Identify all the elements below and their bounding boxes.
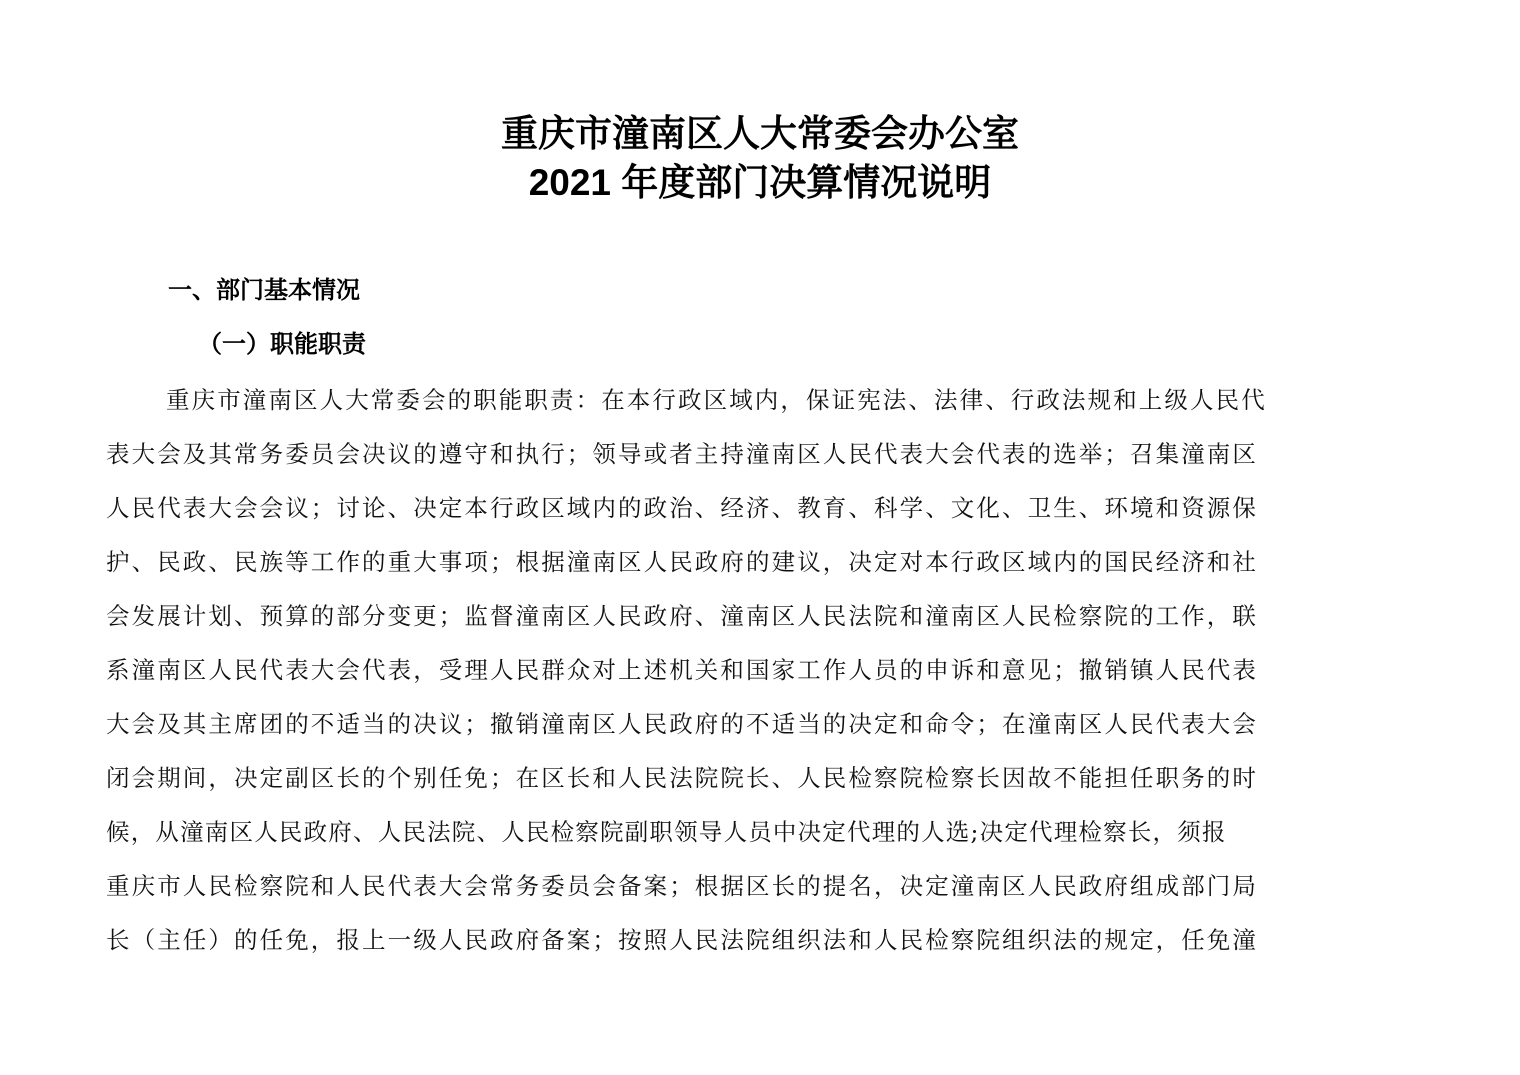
body-line: 大会及其主席团的不适当的决议；撤销潼南区人民政府的不适当的决定和命令；在潼南区人民代表大会: [106, 710, 1258, 738]
subsection-heading: （一）职能职责: [198, 329, 366, 358]
title-line-2: 2021 年度部门决算情况说明: [528, 162, 992, 203]
title-line-1: 重庆市潼南区人大常委会办公室: [501, 111, 1019, 155]
body-line: 闭会期间，决定副区长的个别任免；在区长和人民法院院长、人民检察院检察长因故不能担任职务的时: [106, 764, 1258, 792]
document-title: [0, 108, 1520, 208]
body-line: 重庆市潼南区人大常委会的职能职责：在本行政区域内，保证宪法、法律、行政法规和上级人民代: [166, 386, 1267, 414]
body-line: 系潼南区人民代表大会代表，受理人民群众对上述机关和国家工作人员的申诉和意见；撤销镇人民代表: [106, 656, 1258, 684]
body-line: 护、民政、民族等工作的重大事项；根据潼南区人民政府的建议，决定对本行政区域内的国民经济和社: [106, 548, 1258, 576]
body-line: 长（主任）的任免，报上一级人民政府备案；按照人民法院组织法和人民检察院组织法的规定，任免潼: [106, 926, 1258, 954]
body-line: 人民代表大会会议；讨论、决定本行政区域内的政治、经济、教育、科学、文化、卫生、环境和资源保: [106, 494, 1258, 522]
body-line: 会发展计划、预算的部分变更；监督潼南区人民政府、潼南区人民法院和潼南区人民检察院的工作，联: [106, 602, 1258, 630]
body-line: 重庆市人民检察院和人民代表大会常务委员会备案；根据区长的提名，决定潼南区人民政府组成部门局: [106, 872, 1258, 900]
section-heading: 一、部门基本情况: [168, 276, 360, 304]
body-line: 表大会及其常务委员会决议的遵守和执行；领导或者主持潼南区人民代表大会代表的选举；召集潼南区: [106, 440, 1258, 468]
body-line: 候，从潼南区人民政府、人民法院、人民检察院副职领导人员中决定代理的人选;决定代理检察长，须报: [106, 818, 1227, 846]
